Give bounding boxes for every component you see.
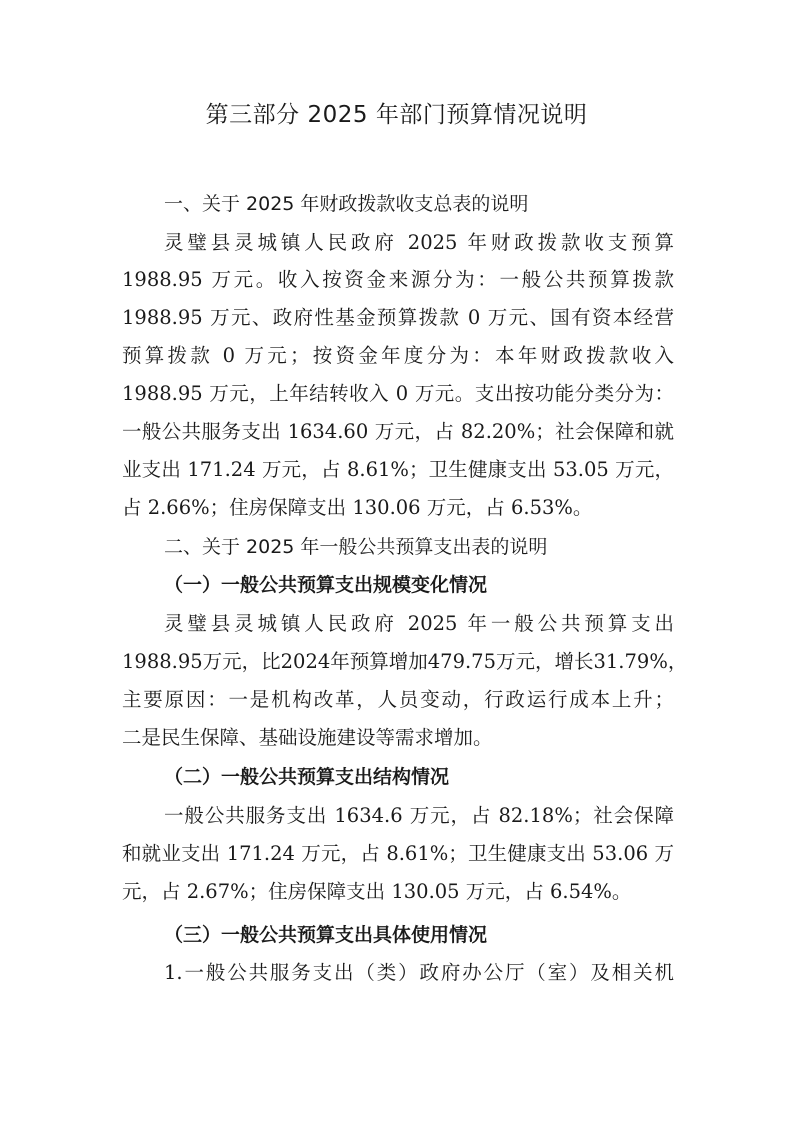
paragraph-line: 预算拨款 0 万元；按资金年度分为：本年财政拨款收入 xyxy=(122,344,674,367)
subsection-3-heading: （三）一般公共预算支出具体使用情况 xyxy=(164,924,488,946)
paragraph-line: 主要原因：一是机构改革，人员变动，行政运行成本上升； xyxy=(122,688,674,711)
paragraph-line: 占 2.66%；住房保障支出 130.06 万元，占 6.53%。 xyxy=(122,496,593,519)
paragraph-line: 1988.95万元，比2024年预算增加479.75万元，增长31.79%， xyxy=(122,650,688,673)
section-2-heading: 二、关于 2025 年一般公共预算支出表的说明 xyxy=(164,536,548,558)
paragraph-line: 业支出 171.24 万元，占 8.61%；卫生健康支出 53.05 万元， xyxy=(122,458,674,481)
subsection-2-heading: （二）一般公共预算支出结构情况 xyxy=(164,766,450,788)
paragraph-line: 和就业支出 171.24 万元，占 8.61%；卫生健康支出 53.06 万 xyxy=(122,842,674,865)
paragraph-line: 一般公共服务支出 1634.6 万元，占 82.18%；社会保障 xyxy=(164,804,674,827)
section-1-heading: 一、关于 2025 年财政拨款收支总表的说明 xyxy=(164,193,529,215)
paragraph-line: 1988.95 万元。收入按资金来源分为：一般公共预算拨款 xyxy=(122,268,674,291)
paragraph-line: 1988.95 万元，上年结转收入 0 万元。支出按功能分类分为： xyxy=(122,382,674,405)
paragraph-line: 灵璧县灵城镇人民政府 2025 年财政拨款收支预算 xyxy=(164,231,674,254)
page-title: 第三部分 2025 年部门预算情况说明 xyxy=(205,102,588,128)
subsection-1-heading: （一）一般公共预算支出规模变化情况 xyxy=(164,574,488,596)
paragraph-line: 二是民生保障、基础设施建设等需求增加。 xyxy=(122,726,493,749)
paragraph-line: 一般公共服务支出 1634.60 万元，占 82.20%；社会保障和就 xyxy=(122,420,674,443)
paragraph-line: 1988.95 万元、政府性基金预算拨款 0 万元、国有资本经营 xyxy=(122,306,674,329)
paragraph-line: 元，占 2.67%；住房保障支出 130.05 万元，占 6.54%。 xyxy=(122,880,632,903)
paragraph-line: 1.一般公共服务支出（类）政府办公厅（室）及相关机 xyxy=(164,961,674,984)
paragraph-line: 灵璧县灵城镇人民政府 2025 年一般公共预算支出 xyxy=(164,612,674,635)
